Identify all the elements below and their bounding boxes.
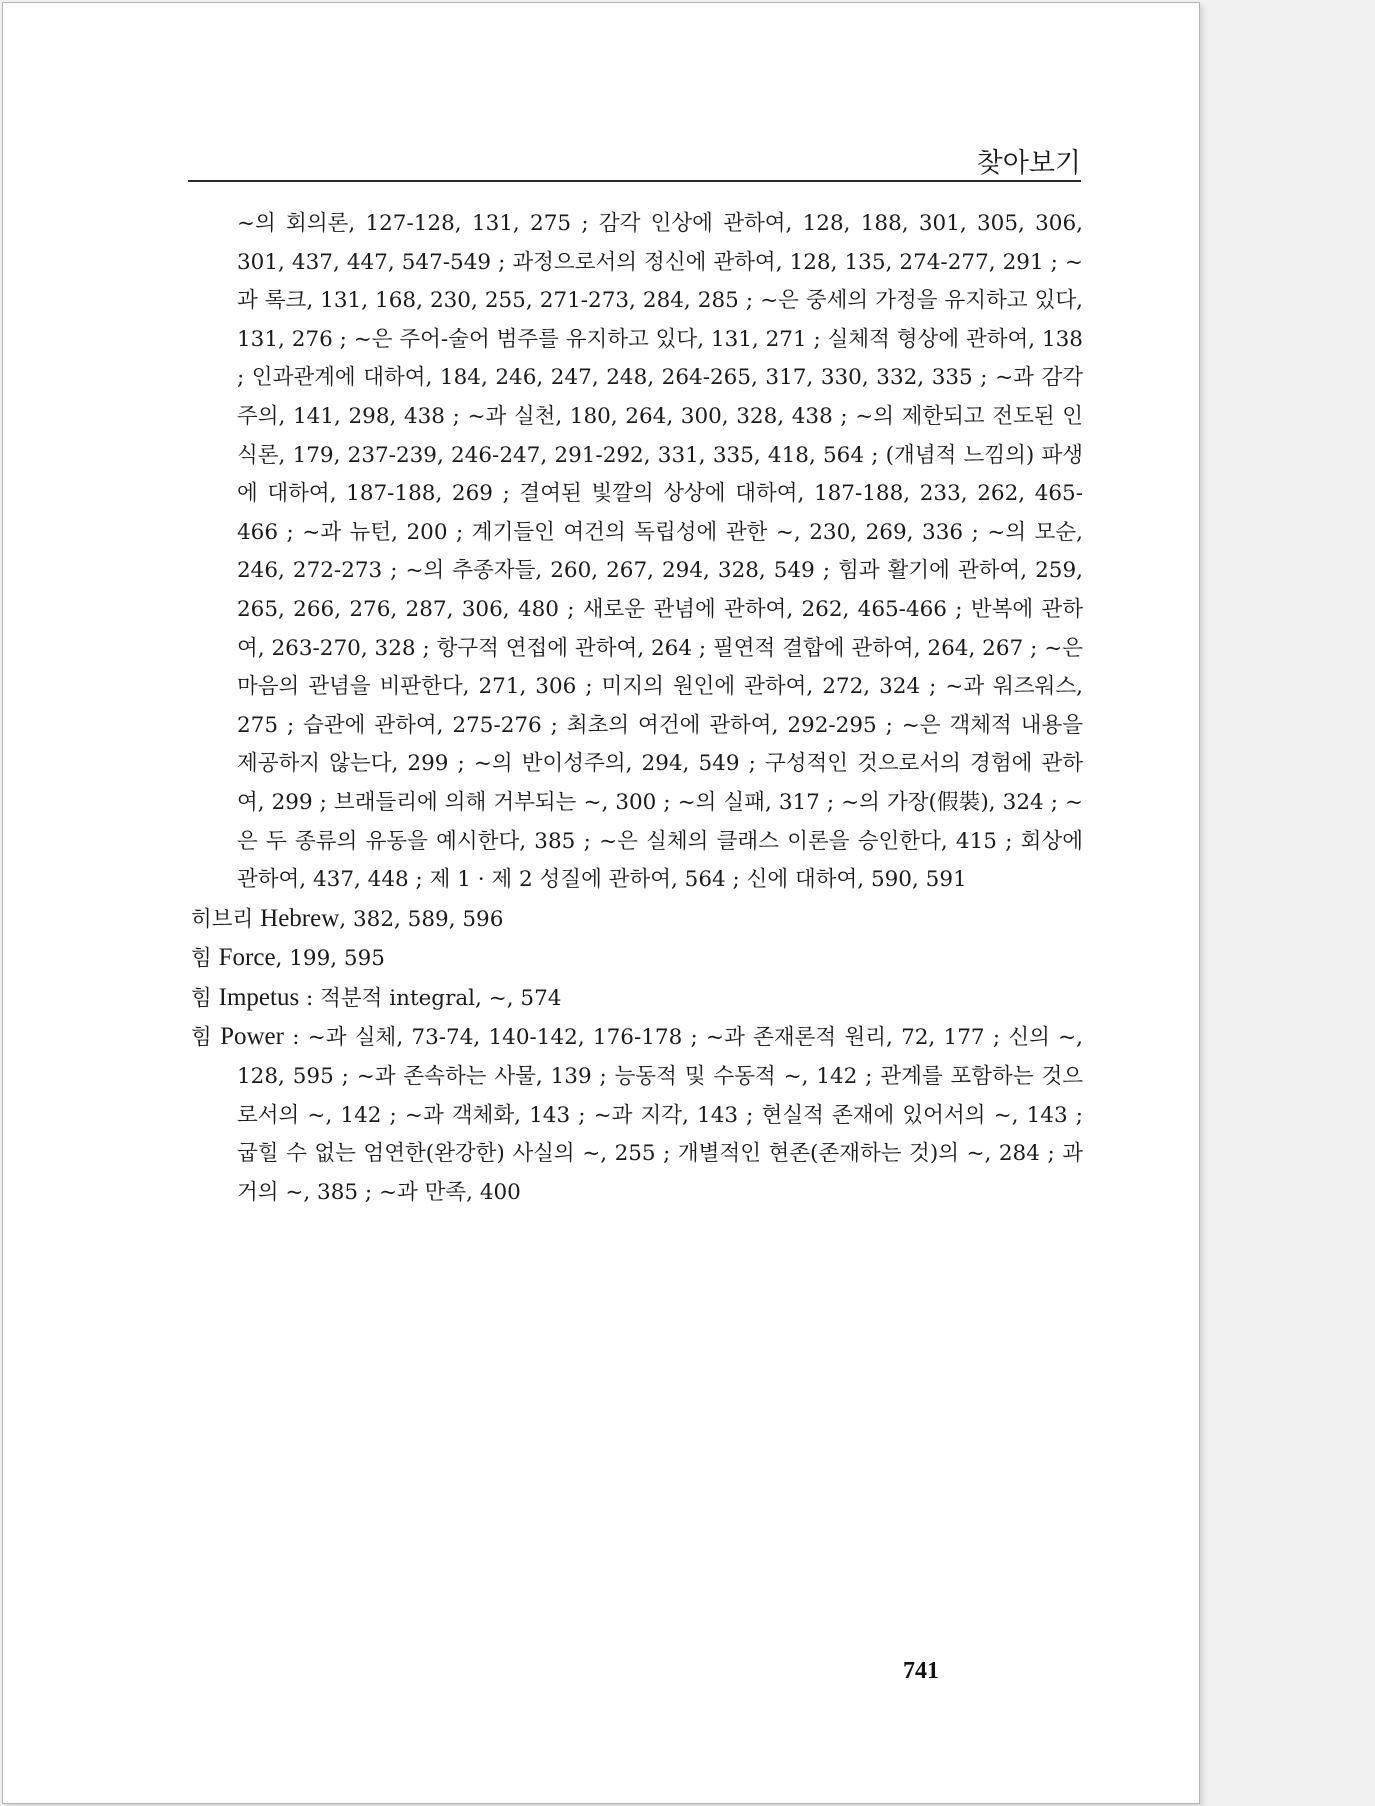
entry-references: , 199, 595 [275, 946, 385, 972]
entry-references: : 적분적 integral, ~, 574 [299, 985, 562, 1011]
entry-term: Force [218, 944, 276, 972]
entry-heading: 힘 [191, 1025, 212, 1051]
entry-heading: 힘 [191, 946, 212, 972]
continued-entry: ~의 회의론, 127-128, 131, 275 ; 감각 인상에 관하여, 128, 188, 301, 305, 306, 301, 437, 447, 547-549 ; 과정으로서의 정신에 관하여, 128, 135, 274-277, 291 ; ~과 록크, 131, 168, 230, 255, 271-273, 284, 285 ; ~은 중세의 가정을 유지하고 있다, 131, 276 ; ~은 주어-술어 범주를 유지하고 있다, 131, 271 ; 실체적 형상에 관하여, 138 ; 인과관계에 대하여, 184, 246, 247, 248, 264-265, 317, 330, 332, 335 ; ~과 감각주의, 141, 298, 438 ; ~과 실천, 180, 264, 300, 328, 438 ; ~의 제한되고 전도된 인식론, 179, 237-239, 246-247, 291-292, 331, 335, 418, 564 ; (개념적 느낌의) 파생에 대하여, 187-188, 269 ; 결여된 빛깔의 상상에 대하여, 187-188, 233, 262, 465-466 ; ~과 뉴턴, 200 ; 계기들인 여건의 독립성에 관한 ~, 230, 269, 336 ; ~의 모순, 246, 272-273 ; ~의 추종자들, 260, 267, 294, 328, 549 ; 힘과 활기에 관하여, 259, 265, 266, 276, 287, 306, 480 ; 새로운 관념에 관하여, 262, 465-466 ; 반복에 관하여, 263-270, 328 ; 항구적 연접에 관하여, 264 ; 필연적 결합에 관하여, 264, 267 ; ~은 마음의 관념을 비판한다, 271, 306 ; 미지의 원인에 관하여, 272, 324 ; ~과 워즈워스, 275 ; 습관에 관하여, 275-276 ; 최초의 여건에 관하여, 292-295 ; ~은 객체적 내용을 제공하지 않는다, 299 ; ~의 반이성주의, 294, 549 ; 구성적인 것으로서의 경험에 관하여, 299 ; 브래들리에 의해 거부되는 ~, 300 ; ~의 실패, 317 ; ~의 가장(假裝), 324 ; ~은 두 종류의 유동을 예시한다, 385 ; ~은 실체의 클래스 이론을 승인한다, 415 ; 회상에 관하여, 437, 448 ; 제 1 · 제 2 성질에 관하여, 564 ; 신에 대하여, 590, 591 [237, 211, 1083, 893]
entry-term: Hebrew [260, 904, 340, 932]
index-entry-force [191, 939, 1083, 979]
index-entry-power [191, 1018, 1083, 1212]
page-number: 741 [903, 1658, 939, 1684]
entry-term: Impetus [218, 983, 300, 1011]
running-head-title: 찾아보기 [976, 148, 1081, 179]
index-body [191, 205, 1083, 1212]
index-entry-impetus [191, 979, 1083, 1019]
running-head [188, 141, 1081, 182]
entry-heading: 히브리 [191, 906, 254, 932]
book-page [2, 2, 1200, 1804]
index-entry-hebrew [191, 900, 1083, 940]
entry-heading: 힘 [191, 985, 212, 1011]
entry-references: , 382, 589, 596 [339, 906, 504, 932]
entry-term: Power [220, 1023, 284, 1051]
entry-references: : ~과 실체, 73-74, 140-142, 176-178 ; ~과 존재론적 원리, 72, 177 ; 신의 ~, 128, 595 ; ~과 존속하는 사물, 139 ; 능동적 및 수동적 ~, 142 ; 관계를 포함하는 것으로서의 ~, 142 ; ~과 객체화, 143 ; ~과 지각, 143 ; 현실적 존재에 있어서의 ~, 143 ; 굽힐 수 없는 엄연한(완강한) 사실의 ~, 255 ; 개별적인 현존(존재하는 것)의 ~, 284 ; 과거의 ~, 385 ; ~과 만족, 400 [237, 1025, 1084, 1205]
